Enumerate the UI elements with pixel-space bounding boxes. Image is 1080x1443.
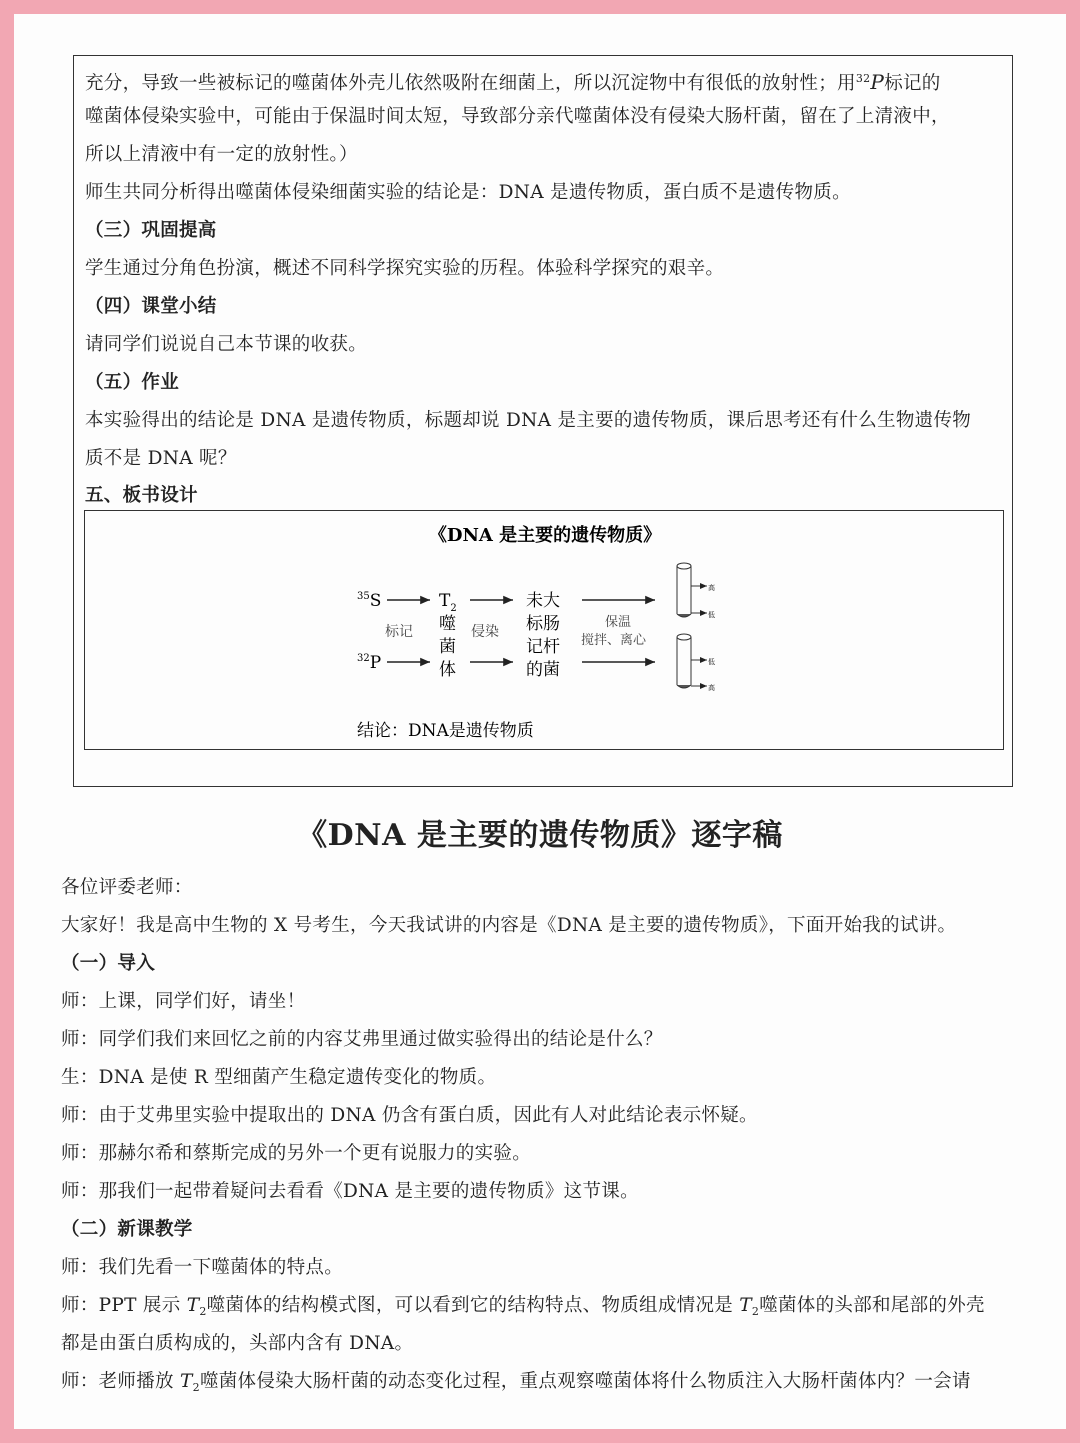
phage-char-2: 菌 [439,637,456,657]
intro-line: 大家好！我是高中生物的 X 号考生，今天我试讲的内容是《DNA 是主要的遗传物质》，下面开始我的试讲。 [61,915,957,936]
box-line-3: 所以上清液中有一定的放射性。） [85,144,358,165]
board-title: 《DNA 是主要的遗传物质》 [428,525,662,546]
box-line-6: 请同学们说说自己本节课的收获。 [85,334,368,355]
phage-char-1: 噬 [439,614,456,634]
box-line-5: 学生通过分角色扮演，概述不同科学探究实验的历程。体验科学探究的艰辛。 [85,258,725,279]
ecoli-line-1: 未大 [526,591,560,611]
label-t2: $T_2$ [439,591,457,614]
heading-summary: （四）课堂小结 [85,296,217,317]
tube-bottom-label-2: 高 [708,684,715,692]
box-line-4: 师生共同分析得出噬菌体侵染细菌实验的结论是：DNA 是遗传物质，蛋白质不是遗传物质。 [85,182,851,203]
transcript-line-7: 师：我们先看一下噬菌体的特点。 [61,1257,344,1278]
tube-bottom-label-1: 低 [708,658,715,666]
heading-consolidate: （三）巩固提高 [85,220,217,241]
blackboard-design-box [84,510,1004,750]
transcript-line-10: 师：老师播放 $T_2$噬菌体侵染大肠杆菌的动态变化过程，重点观察噬菌体将什么物质注入大肠杆菌体内？一会请 [61,1371,971,1394]
label-35s: $^{35}$S [357,591,382,611]
transcript-line-1: 师：上课，同学们好，请坐！ [61,991,306,1012]
transcript-line-3: 生：DNA 是使 R 型细菌产生稳定遗传变化的物质。 [61,1067,497,1088]
label-mark: 标记 [385,624,413,640]
box-line-1: 充分，导致一些被标记的噬菌体外壳儿依然吸附在细菌上，所以沉淀物中有很低的放射性；用$^{32}$P标记的 [85,70,941,94]
transcript-line-5: 师：那赫尔希和蔡斯完成的另外一个更有说服力的实验。 [61,1143,532,1164]
ecoli-line-2: 标肠 [526,614,560,634]
tube-top [677,563,715,619]
box-line-2: 噬菌体侵染实验中，可能由于保温时间太短，导致部分亲代噬菌体没有侵染大肠杆菌，留在了上清液中， [85,106,950,127]
transcript-title: 《DNA 是主要的遗传物质》逐字稿 [297,818,783,853]
transcript-line-2: 师：同学们我们来回忆之前的内容艾弗里通过做实验得出的结论是什么？ [61,1029,663,1050]
tube-top-label-1: 高 [708,584,715,592]
board-diagram [85,511,1003,749]
label-32p: $^{32}$P [357,653,382,673]
transcript-line-8: 师：PPT 展示 $T_2$噬菌体的结构模式图，可以看到它的结构特点、物质组成情况是 $T_2$噬菌体的头部和尾部的外壳 [61,1295,985,1318]
greeting: 各位评委老师： [61,877,193,898]
box-line-7: 本实验得出的结论是 DNA 是遗传物质，标题却说 DNA 是主要的遗传物质，课后思考还有什么生物遗传物 [85,410,972,431]
heading-homework: （五）作业 [85,372,180,393]
label-warm: 保温 [605,615,632,630]
board-conclusion: 结论：DNA是遗传物质 [357,721,534,741]
transcript-line-4: 师：由于艾弗里实验中提取出的 DNA 仍含有蛋白质，因此有人对此结论表示怀疑。 [61,1105,758,1126]
tube-top-label-2: 低 [708,611,715,619]
ecoli-line-3: 记杆 [526,637,560,657]
heading-board-design: 五、板书设计 [85,485,198,506]
ecoli-line-4: 的菌 [526,660,560,680]
label-infect: 侵染 [471,624,499,640]
box-line-8: 质不是 DNA 呢？ [85,448,237,469]
heading-new-lesson: （二）新课教学 [61,1219,193,1240]
document-page [14,14,1066,1429]
transcript-line-6: 师：那我们一起带着疑问去看看《DNA 是主要的遗传物质》这节课。 [61,1181,639,1202]
heading-introduction: （一）导入 [61,953,156,974]
label-stir-centrifuge: 搅拌、离心 [581,633,647,648]
phage-char-3: 体 [439,660,456,680]
tube-bottom [677,634,715,692]
transcript-line-9: 都是由蛋白质构成的，头部内含有 DNA。 [61,1333,414,1354]
